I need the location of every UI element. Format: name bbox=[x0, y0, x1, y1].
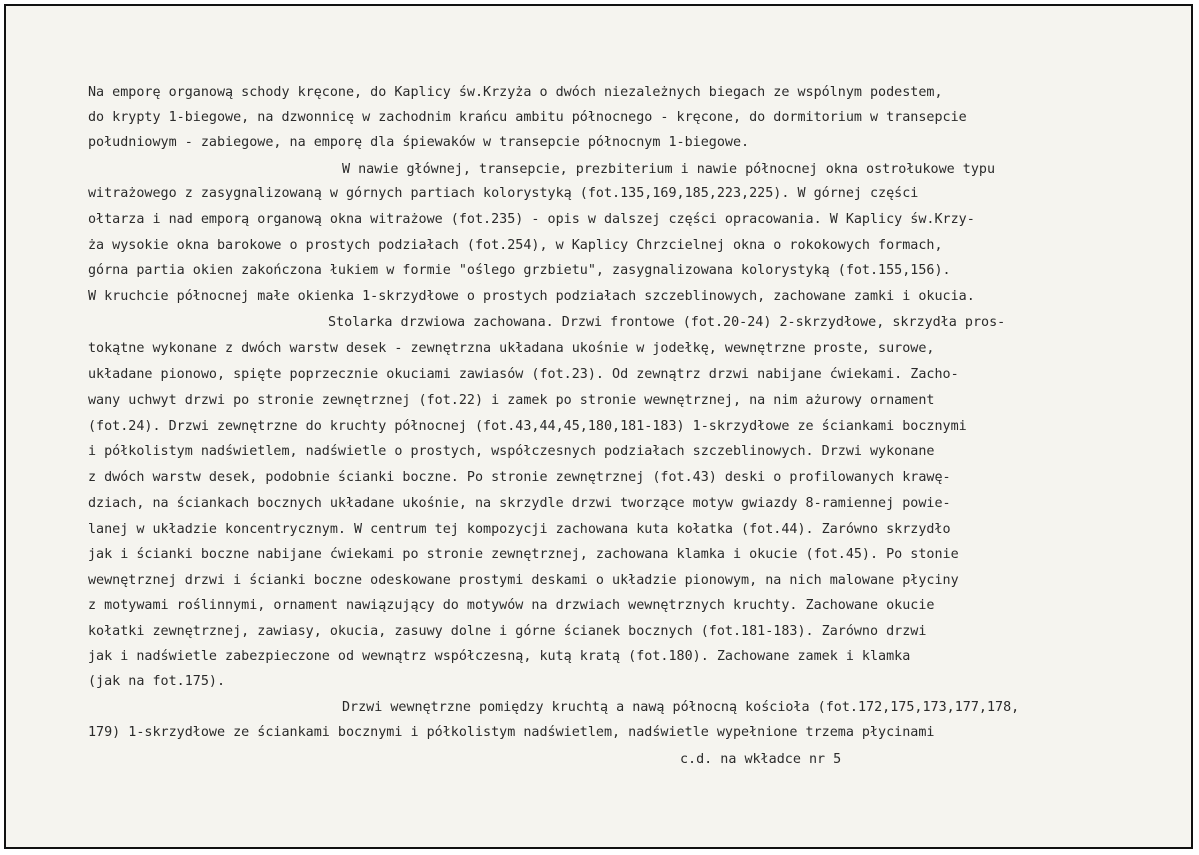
text-line: W kruchcie północnej małe okienka 1-skrzydłowe o prostych podziałach szczeblinowych, zachowane zamki i okucia. bbox=[88, 289, 975, 304]
text-line: witrażowego z zasygnalizowaną w górnych partiach kolorystyką (fot.135,169,185,223,225). W górnej części bbox=[88, 186, 919, 201]
text-line: W nawie głównej, transepcie, prezbiterium i nawie północnej okna ostrołukowe typu bbox=[342, 162, 996, 177]
text-line: z dwóch warstw desek, podobnie ścianki boczne. Po stronie zewnętrznej (fot.43) deski o profilowanych krawę- bbox=[88, 470, 951, 485]
text-line: Stolarka drzwiowa zachowana. Drzwi frontowe (fot.20-24) 2-skrzydłowe, skrzydła pros- bbox=[328, 315, 1006, 330]
text-line: 179) 1-skrzydłowe ze ściankami bocznymi i półkolistym nadświetlem, nadświetle wypełnione trzema płycinami bbox=[88, 725, 935, 740]
text-line: ża wysokie okna barokowe o prostych podziałach (fot.254), w Kaplicy Chrzcielnej okna o rokokowych formach, bbox=[88, 238, 943, 253]
text-line: kołatki zewnętrznej, zawiasy, okucia, zasuwy dolne i górne ścianek bocznych (fot.181-183). Zarówno drzwi bbox=[88, 624, 927, 639]
text-line: dziach, na ściankach bocznych układane ukośnie, na skrzydle drzwi tworzące motyw gwiazdy 8-ramiennej powie- bbox=[88, 496, 951, 511]
text-line: tokątne wykonane z dwóch warstw desek - zewnętrzna układana ukośnie w jodełkę, wewnętrzne proste, surowe, bbox=[88, 341, 935, 356]
text-line: ołtarza i nad emporą organową okna witrażowe (fot.235) - opis w dalszej części opracowania. W Kaplicy św.Krzy- bbox=[88, 212, 975, 227]
footer-note: c.d. na wkładce nr 5 bbox=[680, 752, 842, 767]
text-line: południowym - zabiegowe, na emporę dla śpiewaków w transepcie północnym 1-biegowe. bbox=[88, 135, 750, 150]
text-line: i półkolistym nadświetlem, nadświetle o prostych, współczesnych podziałach szczeblinowych. Drzwi wykonane bbox=[88, 444, 935, 459]
text-line: do krypty 1-biegowe, na dzwonnicę w zachodnim krańcu ambitu północnego - kręcone, do dormitorium w transepcie bbox=[88, 110, 967, 125]
text-line: jak i nadświetle zabezpieczone od wewnątrz współczesną, kutą kratą (fot.180). Zachowane zamek i klamka bbox=[88, 649, 911, 664]
text-line: układane pionowo, spięte poprzecznie okuciami zawiasów (fot.23). Od zewnątrz drzwi nabijane ćwiekami. Zacho- bbox=[88, 367, 959, 382]
text-line: Drzwi wewnętrzne pomiędzy kruchtą a nawą północną kościoła (fot.172,175,173,177,178, bbox=[342, 700, 1020, 715]
text-line: lanej w układzie koncentrycznym. W centrum tej kompozycji zachowana kuta kołatka (fot.44). Zarówno skrzydło bbox=[88, 522, 951, 537]
text-line: jak i ścianki boczne nabijane ćwiekami po stronie zewnętrznej, zachowana klamka i okucie (fot.45). Po stonie bbox=[88, 547, 959, 562]
text-line: (jak na fot.175). bbox=[88, 674, 226, 689]
text-line: wany uchwyt drzwi po stronie zewnętrznej (fot.22) i zamek po stronie wewnętrznej, na nim ażurowy ornament bbox=[88, 393, 935, 408]
text-line: górna partia okien zakończona łukiem w formie "oślego grzbietu", zasygnalizowana kolorystyką (fot.155,156). bbox=[88, 263, 951, 278]
text-line: wewnętrznej drzwi i ścianki boczne odeskowane prostymi deskami o układzie pionowym, na nich malowane płyciny bbox=[88, 573, 959, 588]
text-line: (fot.24). Drzwi zewnętrzne do kruchty północnej (fot.43,44,45,180,181-183) 1-skrzydłowe ze ściankami bocznymi bbox=[88, 419, 967, 434]
text-line: Na emporę organową schody kręcone, do Kaplicy św.Krzyża o dwóch niezależnych biegach ze wspólnym podestem, bbox=[88, 85, 943, 100]
typed-page bbox=[4, 4, 1193, 849]
text-line: z motywami roślinnymi, ornament nawiązujący do motywów na drzwiach wewnętrznych kruchty. Zachowane okucie bbox=[88, 598, 935, 613]
